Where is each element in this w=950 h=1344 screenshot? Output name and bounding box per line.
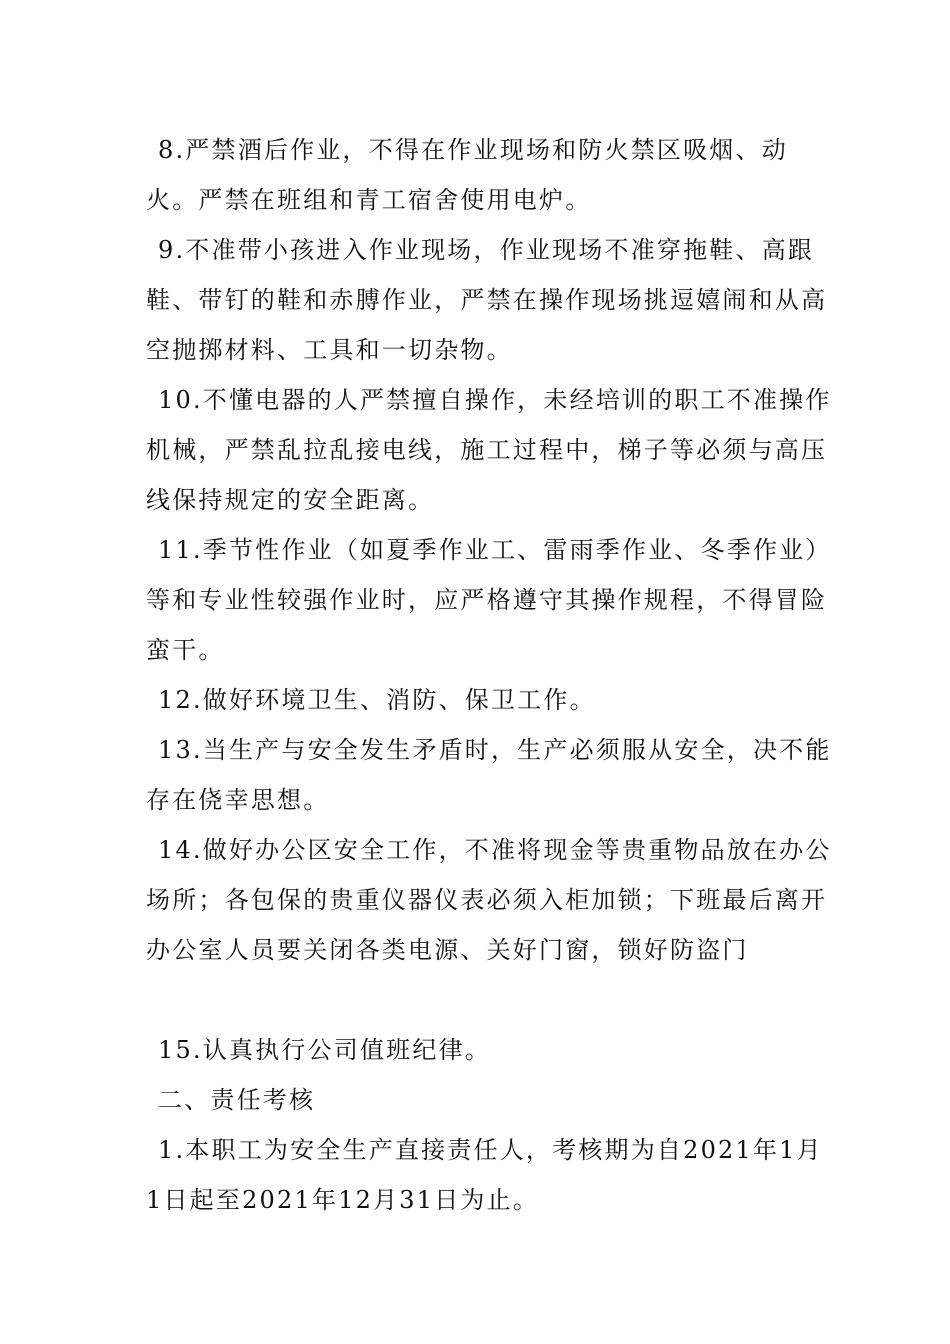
rule-item-14: 14.做好办公区安全工作，不准将现金等贵重物品放在办公场所；各包保的贵重仪器仪表必须入柜加锁；下班最后离开办公室人员要关闭各类电源、关好门窗，锁好防盗门 xyxy=(146,836,832,964)
rule-item-9: 9.不准带小孩进入作业现场，作业现场不准穿拖鞋、高跟鞋、带钉的鞋和赤膊作业，严禁在操作现场挑逗嬉闹和从高空抛掷材料、工具和一切杂物。 xyxy=(146,236,828,364)
blank-line xyxy=(146,975,836,1025)
rule-item-12: 12.做好环境卫生、消防、保卫工作。 xyxy=(158,686,596,714)
rule-item-13: 13.当生产与安全发生矛盾时，生产必须服从安全，决不能存在侥幸思想。 xyxy=(146,736,832,814)
rule-item-11: 11.季节性作业（如夏季作业工、雷雨季作业、冬季作业）等和专业性较强作业时，应严格遵守其操作规程，不得冒险蛮干。 xyxy=(146,536,832,664)
rule-item-15: 15.认真执行公司值班纪律。 xyxy=(158,1036,491,1064)
rule-item-10: 10.不懂电器的人严禁擅自操作，未经培训的职工不准操作机械，严禁乱拉乱接电线，施工过程中，梯子等必须与高压线保持规定的安全距离。 xyxy=(146,386,832,514)
assessment-item-1: 1.本职工为安全生产直接责任人，考核期为自2021年1月1日起至2021年12月31日为止。 xyxy=(146,1136,823,1214)
section-heading: 二、责任考核 xyxy=(158,1086,316,1114)
rule-item-8: 8.严禁酒后作业，不得在作业现场和防火禁区吸烟、动火。严禁在班组和青工宿舍使用电炉。 xyxy=(146,136,788,214)
